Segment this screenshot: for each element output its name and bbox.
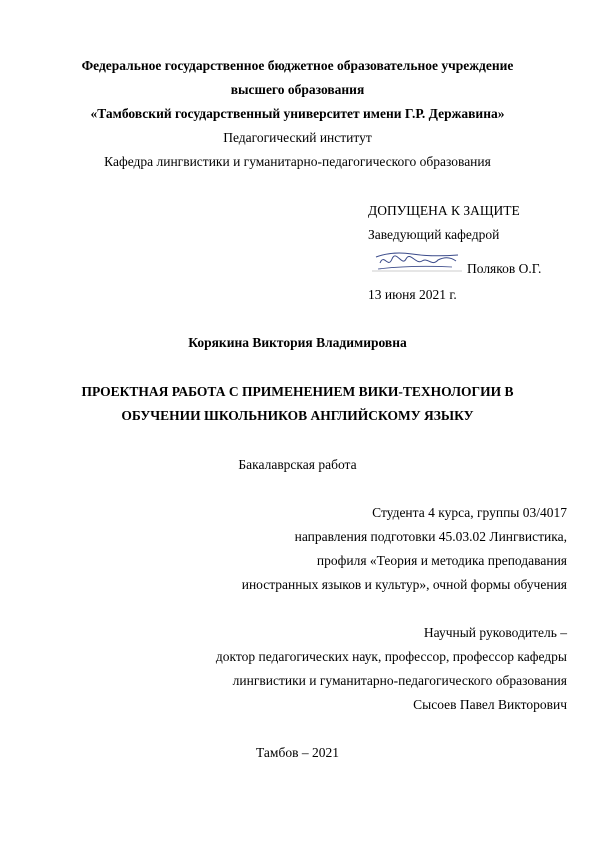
student-line-4: иностранных языков и культур», очной формы обучения bbox=[241, 577, 567, 592]
student-line-1: Студента 4 курса, группы 03/4017 bbox=[372, 505, 567, 520]
work-type: Бакалаврская работа bbox=[238, 457, 357, 472]
department-name: Кафедра лингвистики и гуманитарно-педагогического образования bbox=[104, 154, 491, 169]
approval-role: Заведующий кафедрой bbox=[368, 227, 500, 242]
supervisor-name: Сысоев Павел Викторович bbox=[413, 697, 567, 712]
header-line-1: Федеральное государственное бюджетное образовательное учреждение bbox=[81, 58, 514, 73]
signature bbox=[372, 249, 462, 273]
header-line-2: высшего образования bbox=[230, 82, 365, 97]
institute-name: Педагогический институт bbox=[223, 130, 372, 145]
work-title-line-2: ОБУЧЕНИИ ШКОЛЬНИКОВ АНГЛИЙСКОМУ ЯЗЫКУ bbox=[121, 408, 474, 423]
city-year: Тамбов – 2021 bbox=[256, 745, 339, 760]
approver-name: Поляков О.Г. bbox=[467, 261, 542, 276]
work-title-line-1: ПРОЕКТНАЯ РАБОТА С ПРИМЕНЕНИЕМ ВИКИ-ТЕХНОЛОГИИ В bbox=[81, 384, 514, 399]
approval-status: ДОПУЩЕНА К ЗАЩИТЕ bbox=[368, 203, 520, 218]
supervisor-line-3: лингвистики и гуманитарно-педагогического образования bbox=[232, 673, 567, 688]
author-name: Корякина Виктория Владимировна bbox=[188, 335, 407, 350]
supervisor-line-2: доктор педагогических наук, профессор, профессор кафедры bbox=[215, 649, 567, 664]
student-line-3: профиля «Теория и методика преподавания bbox=[316, 553, 567, 568]
approval-date: 13 июня 2021 г. bbox=[368, 287, 457, 302]
student-line-2: направления подготовки 45.03.02 Лингвистика, bbox=[294, 529, 567, 544]
university-name: «Тамбовский государственный университет имени Г.Р. Державина» bbox=[90, 106, 505, 121]
supervisor-line-1: Научный руководитель – bbox=[423, 625, 567, 640]
